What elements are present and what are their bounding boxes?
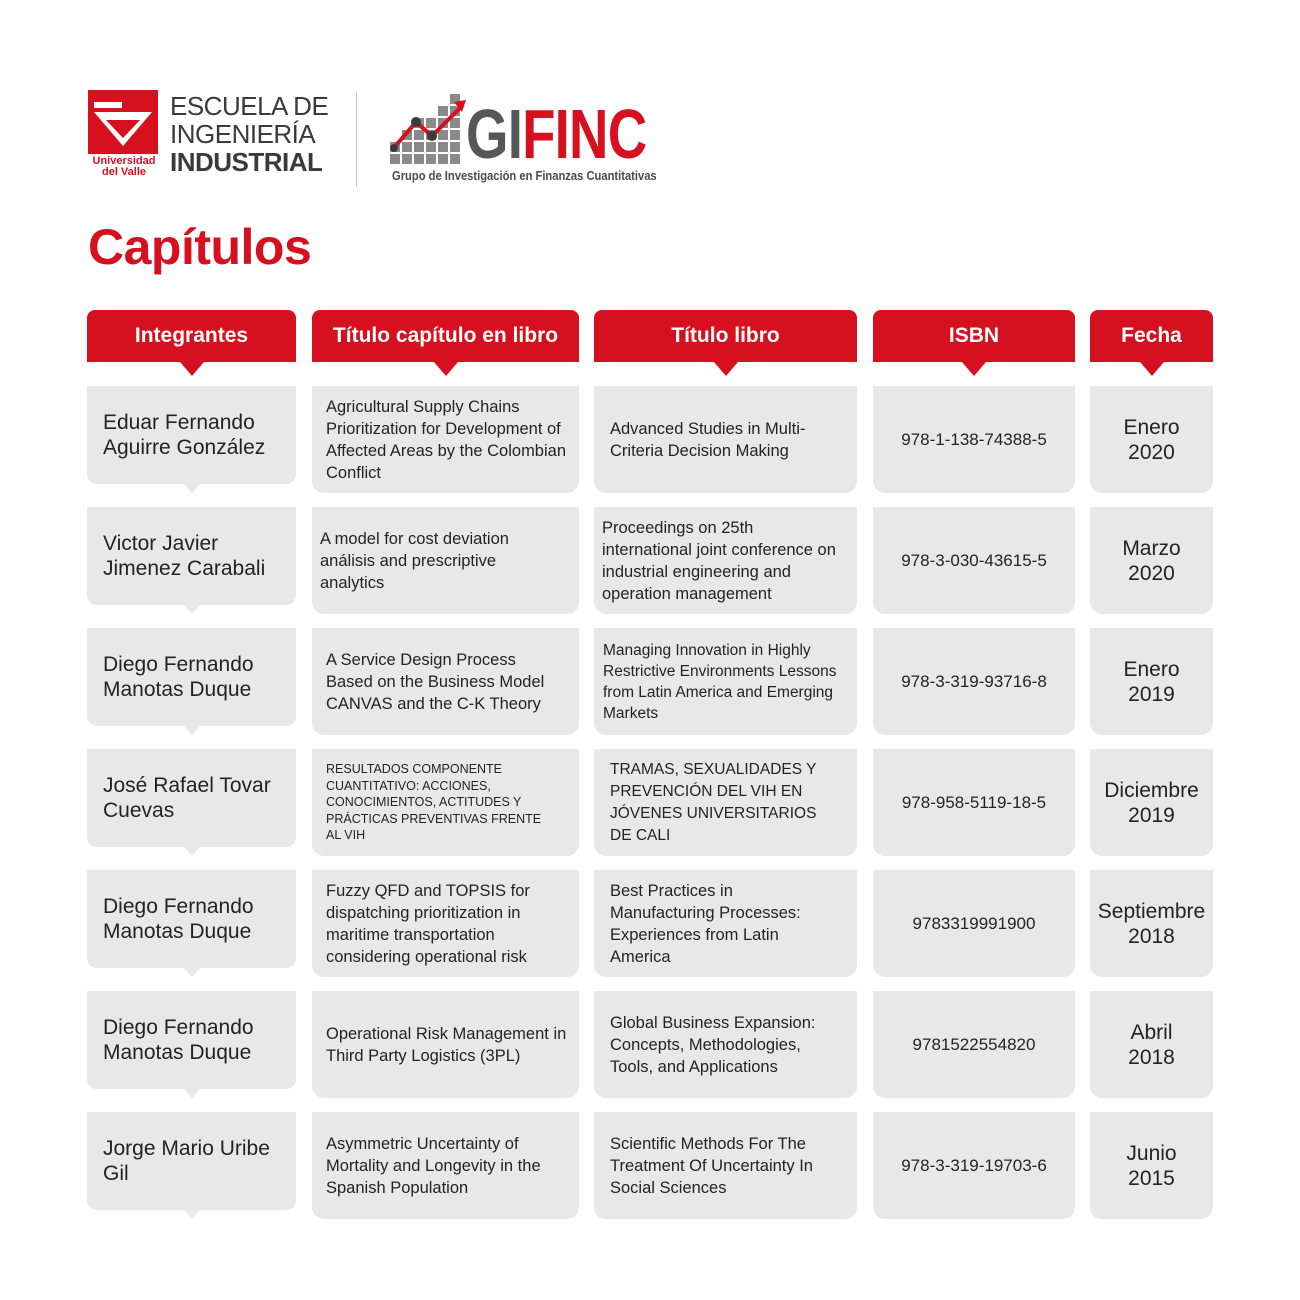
table-row-2-capitulo — [312, 507, 579, 614]
fecha-mes: Marzo — [1122, 536, 1181, 560]
universidad-del-valle-logo — [88, 90, 158, 180]
fecha-mes: Septiembre — [1097, 899, 1206, 923]
capitulo-text: A model for cost deviation análisis and prescriptive analytics — [320, 529, 509, 592]
table-row-4-libro — [594, 749, 857, 856]
table-row-2-isbn — [873, 507, 1075, 614]
table-row-4-integrantes — [87, 749, 296, 847]
table-row-6-fecha — [1090, 991, 1213, 1098]
table-row-3-capitulo — [312, 628, 579, 735]
school-name-line-3: INDUSTRIAL — [170, 147, 323, 177]
table-row-4-fecha — [1090, 749, 1213, 856]
table-row-3-integrantes — [87, 628, 296, 726]
table-row-5-isbn — [873, 870, 1075, 977]
fecha-anio: 2018 — [1128, 1045, 1175, 1069]
table-row-7-fecha — [1090, 1112, 1213, 1219]
isbn-text: 978-3-030-43615-5 — [901, 550, 1047, 570]
table-row-1-fecha — [1090, 386, 1213, 493]
table-row-6-capitulo — [312, 991, 579, 1098]
table-row-2-libro — [594, 507, 857, 614]
table-row-7-capitulo — [312, 1112, 579, 1219]
libro-text: Advanced Studies in Multi-Criteria Decision Making — [610, 419, 806, 460]
fecha-mes: Diciembre — [1104, 778, 1199, 802]
table-row-3-isbn — [873, 628, 1075, 735]
isbn-text: 9781522554820 — [912, 1034, 1036, 1054]
fecha-anio: 2019 — [1128, 682, 1175, 706]
university-name-line-1: Universidad — [92, 155, 156, 167]
table-row-6-integrantes — [87, 991, 296, 1089]
gifinc-wordmark-gi: GI — [466, 95, 523, 173]
capitulo-text: Asymmetric Uncertainty of Mortality and Longevity in the Spanish Population — [326, 1134, 541, 1197]
libro-text: Best Practices in Manufacturing Processes: Experiences from Latin America — [610, 881, 801, 966]
school-name — [170, 92, 328, 176]
integrantes-text: Diego Fernando Manotas Duque — [103, 1016, 254, 1064]
isbn-text: 978-1-138-74388-5 — [901, 429, 1047, 449]
table-row-5-fecha — [1090, 870, 1213, 977]
fecha-anio: 2020 — [1128, 440, 1175, 464]
integrantes-text: Diego Fernando Manotas Duque — [103, 653, 254, 701]
school-name-line-2: INGENIERÍA — [170, 119, 316, 149]
isbn-text: 978-3-319-19703-6 — [901, 1155, 1047, 1175]
isbn-text: 978-958-5119-18-5 — [901, 792, 1047, 812]
table-row-7-integrantes — [87, 1112, 296, 1210]
table-row-7-libro — [594, 1112, 857, 1219]
isbn-text: 978-3-319-93716-8 — [901, 671, 1047, 691]
page-title: Capítulos — [88, 219, 312, 275]
column-header-integrantes: Integrantes — [87, 310, 296, 362]
table-row-2-fecha — [1090, 507, 1213, 614]
table-row-3-libro — [594, 628, 857, 735]
libro-text: Proceedings on 25th international joint conference on industrial engineering and operation management — [602, 518, 836, 603]
gifinc-bar-chart-icon — [388, 88, 468, 171]
capitulo-text: RESULTADOS COMPONENTE CUANTITATIVO: ACCIONES, CONOCIMIENTOS, ACTITUDES Y PRÁCTICAS PREVENTIVAS FRENTE AL VIH — [326, 762, 542, 843]
libro-text: Scientific Methods For The Treatment Of Uncertainty In Social Sciences — [610, 1134, 813, 1197]
column-header-fecha: Fecha — [1090, 310, 1213, 362]
capitulo-text: Operational Risk Management in Third Party Logistics (3PL) — [326, 1024, 567, 1065]
univalle-emblem — [88, 90, 158, 154]
table-row-2-integrantes — [87, 507, 296, 605]
table-row-1-isbn — [873, 386, 1075, 493]
fecha-mes: Enero — [1123, 657, 1180, 681]
capitulo-text: Agricultural Supply Chains Prioritization for Development of Affected Areas by the Colombian Conflict — [326, 397, 567, 482]
capitulo-text: A Service Design Process Based on the Business Model CANVAS and the C-K Theory — [326, 650, 545, 713]
fecha-mes: Enero — [1123, 415, 1180, 439]
integrantes-text: Diego Fernando Manotas Duque — [103, 895, 254, 943]
integrantes-text: Eduar Fernando Aguirre González — [103, 411, 266, 459]
integrantes-text: Jorge Mario Uribe Gil — [103, 1137, 270, 1185]
column-header-titulo-libro: Título libro — [594, 310, 857, 362]
table-row-5-capitulo — [312, 870, 579, 977]
fecha-anio: 2020 — [1128, 561, 1175, 585]
integrantes-text: Victor Javier Jimenez Carabali — [103, 532, 266, 580]
table-row-7-isbn — [873, 1112, 1075, 1219]
integrantes-text: José Rafael Tovar Cuevas — [103, 774, 271, 822]
table-row-6-isbn — [873, 991, 1075, 1098]
isbn-text: 9783319991900 — [912, 913, 1036, 933]
table-row-1-integrantes — [87, 386, 296, 484]
table-row-5-integrantes — [87, 870, 296, 968]
gifinc-wordmark — [466, 95, 647, 173]
column-header-isbn: ISBN — [873, 310, 1075, 362]
logo-divider — [356, 92, 357, 187]
school-name-line-1: ESCUELA DE — [170, 91, 329, 121]
libro-text: Global Business Expansion: Concepts, Methodologies, Tools, and Applications — [610, 1013, 816, 1076]
fecha-anio: 2019 — [1128, 803, 1175, 827]
table-row-3-fecha — [1090, 628, 1213, 735]
university-name-line-2: del Valle — [101, 166, 147, 178]
capitulo-text: Fuzzy QFD and TOPSIS for dispatching prioritization in maritime transportation considering operational risk — [326, 881, 530, 966]
gifinc-subtitle: Grupo de Investigación en Finanzas Cuantitativas — [392, 168, 657, 183]
gifinc-wordmark-finc: FINC — [522, 95, 647, 173]
column-header-titulo-capitulo: Título capítulo en libro — [312, 310, 579, 362]
fecha-mes: Abril — [1130, 1020, 1173, 1044]
libro-text: TRAMAS, SEXUALIDADES Y PREVENCIÓN DEL VIH EN JÓVENES UNIVERSITARIOS DE CALI — [610, 760, 817, 844]
fecha-mes: Junio — [1126, 1141, 1177, 1165]
fecha-anio: 2015 — [1128, 1166, 1175, 1190]
fecha-anio: 2018 — [1128, 924, 1175, 948]
table-row-1-capitulo — [312, 386, 579, 493]
table-row-1-libro — [594, 386, 857, 493]
table-row-4-capitulo — [312, 749, 579, 856]
table-row-5-libro — [594, 870, 857, 977]
table-row-4-isbn — [873, 749, 1075, 856]
libro-text: Managing Innovation in Highly Restrictive Environments Lessons from Latin America and Emerging Markets — [603, 641, 837, 722]
table-row-6-libro — [594, 991, 857, 1098]
